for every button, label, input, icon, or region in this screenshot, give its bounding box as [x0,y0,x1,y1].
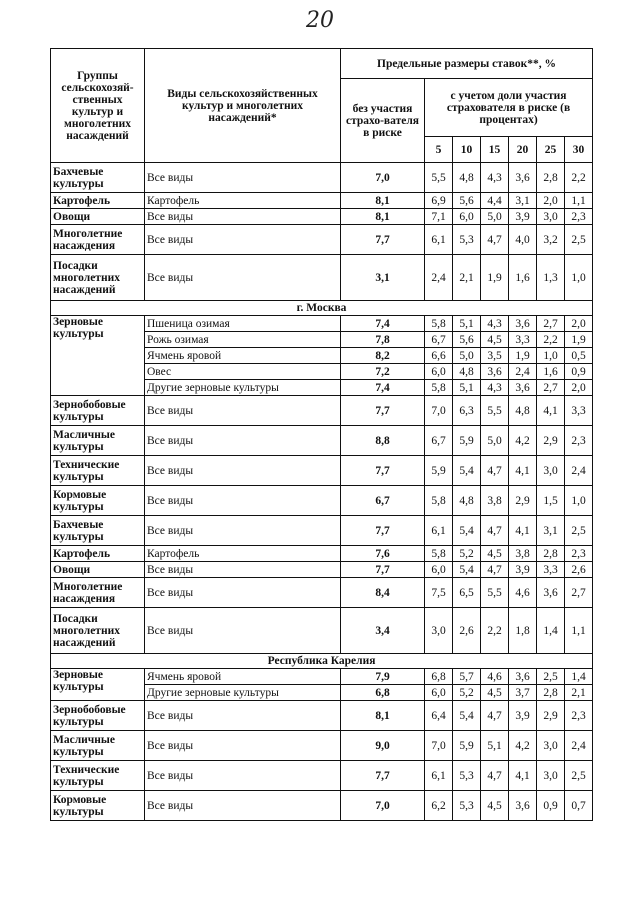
header-share-20: 20 [509,137,537,163]
rate-share-25: 1,6 [537,364,565,380]
header-kind: Виды сельскохозяйственных культур и многолетних насаждений* [145,49,341,163]
rate-share-30: 2,0 [565,380,593,396]
rate-share-10: 5,4 [453,562,481,578]
rate-share-10: 6,0 [453,209,481,225]
rate-share-10: 5,2 [453,685,481,701]
rate-share-20: 4,2 [509,731,537,761]
table-row [51,163,593,193]
rate-base: 7,7 [341,396,425,426]
rate-share-20: 1,9 [509,348,537,364]
rate-share-5: 6,6 [425,348,453,364]
rate-share-5: 7,5 [425,578,453,608]
crop-kind: Все виды [145,456,341,486]
header-with-participation: с учетом доли участия страхователя в риске (в процентах) [425,79,593,137]
rate-base: 7,7 [341,761,425,791]
table-row [51,225,593,255]
table-row [51,209,593,225]
table-row [51,761,593,791]
crop-kind: Все виды [145,731,341,761]
rate-share-30: 2,5 [565,761,593,791]
rate-share-10: 5,1 [453,316,481,332]
rate-share-5: 6,4 [425,701,453,731]
rate-share-30: 1,0 [565,255,593,301]
rate-share-10: 5,4 [453,516,481,546]
rate-share-30: 2,1 [565,685,593,701]
rate-base: 8,1 [341,701,425,731]
rate-share-5: 6,7 [425,426,453,456]
rate-share-15: 5,5 [481,578,509,608]
rate-share-10: 5,6 [453,193,481,209]
rate-base: 8,8 [341,426,425,456]
rate-share-20: 4,0 [509,225,537,255]
crop-kind: Ячмень яровой [145,669,341,685]
header-share-5: 5 [425,137,453,163]
rate-base: 6,8 [341,685,425,701]
group-name: Масличные культуры [51,426,145,456]
rate-share-15: 3,8 [481,486,509,516]
crop-kind: Все виды [145,255,341,301]
rate-share-25: 2,7 [537,316,565,332]
rate-share-25: 4,1 [537,396,565,426]
group-name: Овощи [51,562,145,578]
rate-share-10: 5,9 [453,426,481,456]
rate-share-20: 1,6 [509,255,537,301]
insurance-rates-table [50,48,593,821]
header-group: Группы сельскохозяй-ственных культур и многолетних насаждений [51,49,145,163]
crop-kind: Рожь озимая [145,332,341,348]
rate-share-15: 5,1 [481,731,509,761]
rate-base: 6,7 [341,486,425,516]
rate-share-5: 5,8 [425,486,453,516]
rate-share-10: 5,3 [453,791,481,821]
rate-share-30: 0,9 [565,364,593,380]
crop-kind: Другие зерновые культуры [145,685,341,701]
rate-share-25: 1,0 [537,348,565,364]
table-row [51,426,593,456]
table-row [51,669,593,685]
group-name: Овощи [51,209,145,225]
rate-share-20: 3,6 [509,380,537,396]
rate-base: 7,8 [341,332,425,348]
group-name: Зерновые культуры [51,316,145,396]
rate-share-5: 6,0 [425,364,453,380]
rate-share-15: 4,5 [481,791,509,821]
rate-share-5: 6,0 [425,685,453,701]
rate-share-20: 3,7 [509,685,537,701]
table-body [51,163,593,821]
rate-share-20: 1,8 [509,608,537,654]
crop-kind: Все виды [145,426,341,456]
rate-share-15: 4,7 [481,225,509,255]
rate-share-15: 4,3 [481,316,509,332]
rate-share-10: 5,4 [453,456,481,486]
rate-share-15: 5,0 [481,209,509,225]
group-name: Зерновые культуры [51,669,145,701]
rate-share-25: 2,7 [537,380,565,396]
rate-share-20: 3,9 [509,209,537,225]
rate-share-15: 4,7 [481,456,509,486]
crop-kind: Картофель [145,193,341,209]
rate-share-25: 2,8 [537,546,565,562]
rate-base: 7,2 [341,364,425,380]
rate-share-30: 2,5 [565,225,593,255]
rate-share-5: 7,0 [425,396,453,426]
rate-share-10: 6,5 [453,578,481,608]
rate-share-15: 4,5 [481,332,509,348]
rate-share-30: 2,4 [565,731,593,761]
region-title: г. Москва [51,301,593,316]
rate-share-5: 2,4 [425,255,453,301]
rate-share-25: 2,9 [537,426,565,456]
rate-share-20: 3,6 [509,316,537,332]
rate-share-10: 5,0 [453,348,481,364]
crop-kind: Все виды [145,562,341,578]
rate-share-20: 4,1 [509,456,537,486]
rate-share-10: 5,3 [453,225,481,255]
group-name: Бахчевые культуры [51,516,145,546]
rate-share-25: 0,9 [537,791,565,821]
rate-share-25: 2,8 [537,685,565,701]
rate-base: 8,1 [341,209,425,225]
rate-base: 8,1 [341,193,425,209]
table-row [51,516,593,546]
rate-share-30: 2,2 [565,163,593,193]
rate-base: 7,4 [341,316,425,332]
rate-base: 7,6 [341,546,425,562]
table-row [51,456,593,486]
rate-share-20: 3,1 [509,193,537,209]
rate-share-25: 2,9 [537,701,565,731]
rate-share-10: 2,6 [453,608,481,654]
rate-share-25: 1,5 [537,486,565,516]
crop-kind: Пшеница озимая [145,316,341,332]
rate-share-10: 5,2 [453,546,481,562]
rate-base: 7,7 [341,562,425,578]
rate-share-10: 6,3 [453,396,481,426]
rate-share-25: 3,2 [537,225,565,255]
rate-share-30: 2,4 [565,456,593,486]
group-name: Посадки многолетних насаждений [51,255,145,301]
rate-share-15: 4,5 [481,546,509,562]
rate-base: 3,4 [341,608,425,654]
group-name: Картофель [51,546,145,562]
rate-share-15: 4,6 [481,669,509,685]
group-name: Многолетние насаждения [51,578,145,608]
crop-kind: Все виды [145,578,341,608]
table-row [51,701,593,731]
rate-share-15: 4,7 [481,701,509,731]
crop-kind: Все виды [145,225,341,255]
rate-share-25: 3,0 [537,761,565,791]
crop-kind: Все виды [145,396,341,426]
rate-share-15: 2,2 [481,608,509,654]
table-row [51,486,593,516]
rate-share-20: 3,6 [509,669,537,685]
rate-base: 8,2 [341,348,425,364]
table-row [51,578,593,608]
rate-share-10: 5,1 [453,380,481,396]
rate-base: 7,7 [341,456,425,486]
rate-share-30: 2,3 [565,209,593,225]
rate-base: 7,0 [341,791,425,821]
rate-share-25: 3,0 [537,456,565,486]
rate-share-20: 3,6 [509,163,537,193]
header-without-participation: без участия страхо-вателя в риске [341,79,425,163]
rate-base: 7,7 [341,225,425,255]
table-row [51,731,593,761]
rate-share-20: 3,6 [509,791,537,821]
rate-share-5: 6,8 [425,669,453,685]
table-row [51,562,593,578]
header-share-15: 15 [481,137,509,163]
rate-share-20: 2,4 [509,364,537,380]
rate-share-5: 6,1 [425,516,453,546]
rate-share-5: 6,1 [425,761,453,791]
rate-share-5: 5,8 [425,546,453,562]
rate-base: 7,0 [341,163,425,193]
rate-share-15: 4,5 [481,685,509,701]
rate-share-5: 5,5 [425,163,453,193]
rate-base: 8,4 [341,578,425,608]
crop-kind: Все виды [145,701,341,731]
rate-share-15: 1,9 [481,255,509,301]
table-row [51,546,593,562]
rate-share-20: 3,9 [509,562,537,578]
rate-share-30: 2,7 [565,578,593,608]
crop-kind: Все виды [145,516,341,546]
header-share-10: 10 [453,137,481,163]
group-name: Зернобобовые культуры [51,396,145,426]
rate-share-15: 4,3 [481,163,509,193]
crop-kind: Овес [145,364,341,380]
rate-share-25: 3,1 [537,516,565,546]
rate-base: 7,9 [341,669,425,685]
rate-share-30: 2,3 [565,701,593,731]
rate-share-5: 5,8 [425,380,453,396]
table-row [51,608,593,654]
group-name: Технические культуры [51,761,145,791]
rate-share-15: 5,5 [481,396,509,426]
header-share-30: 30 [565,137,593,163]
table-row [51,316,593,332]
rate-share-15: 4,7 [481,761,509,791]
rate-share-25: 3,0 [537,209,565,225]
rate-share-30: 2,5 [565,516,593,546]
table-row [51,255,593,301]
rate-base: 7,7 [341,516,425,546]
crop-kind: Все виды [145,791,341,821]
rate-share-20: 3,8 [509,546,537,562]
rate-share-10: 2,1 [453,255,481,301]
rate-share-5: 6,1 [425,225,453,255]
rate-base: 7,4 [341,380,425,396]
rate-share-5: 6,7 [425,332,453,348]
rate-share-20: 4,6 [509,578,537,608]
rate-share-10: 5,3 [453,761,481,791]
rate-share-30: 1,4 [565,669,593,685]
rate-share-30: 2,3 [565,426,593,456]
rate-share-15: 4,4 [481,193,509,209]
rate-share-5: 7,0 [425,731,453,761]
rate-share-20: 4,1 [509,516,537,546]
rate-share-15: 3,5 [481,348,509,364]
rate-share-10: 5,7 [453,669,481,685]
rate-share-5: 5,9 [425,456,453,486]
rate-share-30: 1,9 [565,332,593,348]
region-row [51,301,593,316]
group-name: Технические культуры [51,456,145,486]
rate-share-30: 2,6 [565,562,593,578]
rate-share-5: 7,1 [425,209,453,225]
rate-share-30: 1,0 [565,486,593,516]
rate-share-30: 1,1 [565,193,593,209]
crop-kind: Все виды [145,209,341,225]
rate-share-25: 2,2 [537,332,565,348]
crop-kind: Все виды [145,761,341,791]
crop-kind: Все виды [145,163,341,193]
rate-share-30: 2,3 [565,546,593,562]
rate-share-5: 6,0 [425,562,453,578]
rate-share-25: 1,3 [537,255,565,301]
rate-share-5: 6,2 [425,791,453,821]
group-name: Зернобобовые культуры [51,701,145,731]
rate-share-10: 5,4 [453,701,481,731]
rate-share-30: 2,0 [565,316,593,332]
page-number: 20 [306,8,334,33]
rate-share-25: 2,8 [537,163,565,193]
rate-share-25: 2,5 [537,669,565,685]
header-share-25: 25 [537,137,565,163]
region-row [51,654,593,669]
group-name: Масличные культуры [51,731,145,761]
table-row [51,791,593,821]
rate-share-30: 0,7 [565,791,593,821]
rate-share-10: 5,9 [453,731,481,761]
rate-share-5: 5,8 [425,316,453,332]
crop-kind: Картофель [145,546,341,562]
rate-share-30: 3,3 [565,396,593,426]
rate-share-20: 3,9 [509,701,537,731]
table-row [51,396,593,426]
group-name: Кормовые культуры [51,486,145,516]
header-limits: Предельные размеры ставок**, % [341,49,593,79]
rate-share-5: 6,9 [425,193,453,209]
group-name: Многолетние насаждения [51,225,145,255]
crop-kind: Все виды [145,608,341,654]
rate-share-5: 3,0 [425,608,453,654]
crop-kind: Другие зерновые культуры [145,380,341,396]
group-name: Кормовые культуры [51,791,145,821]
rate-share-25: 3,0 [537,731,565,761]
crop-kind: Все виды [145,486,341,516]
group-name: Бахчевые культуры [51,163,145,193]
rate-share-25: 3,6 [537,578,565,608]
rate-share-10: 4,8 [453,486,481,516]
rate-share-25: 2,0 [537,193,565,209]
rate-share-15: 4,3 [481,380,509,396]
group-name: Посадки многолетних насаждений [51,608,145,654]
rate-share-15: 4,7 [481,562,509,578]
rate-share-20: 3,3 [509,332,537,348]
rate-share-20: 4,1 [509,761,537,791]
region-title: Республика Карелия [51,654,593,669]
rate-share-15: 3,6 [481,364,509,380]
rate-share-10: 4,8 [453,364,481,380]
table-row [51,193,593,209]
rate-share-15: 4,7 [481,516,509,546]
crop-kind: Ячмень яровой [145,348,341,364]
rate-base: 9,0 [341,731,425,761]
rate-share-15: 5,0 [481,426,509,456]
rate-share-10: 4,8 [453,163,481,193]
rate-share-30: 1,1 [565,608,593,654]
rate-share-20: 2,9 [509,486,537,516]
rate-share-30: 0,5 [565,348,593,364]
rate-share-25: 1,4 [537,608,565,654]
rate-share-10: 5,6 [453,332,481,348]
rate-share-20: 4,8 [509,396,537,426]
rate-share-25: 3,3 [537,562,565,578]
rate-base: 3,1 [341,255,425,301]
rate-share-20: 4,2 [509,426,537,456]
group-name: Картофель [51,193,145,209]
